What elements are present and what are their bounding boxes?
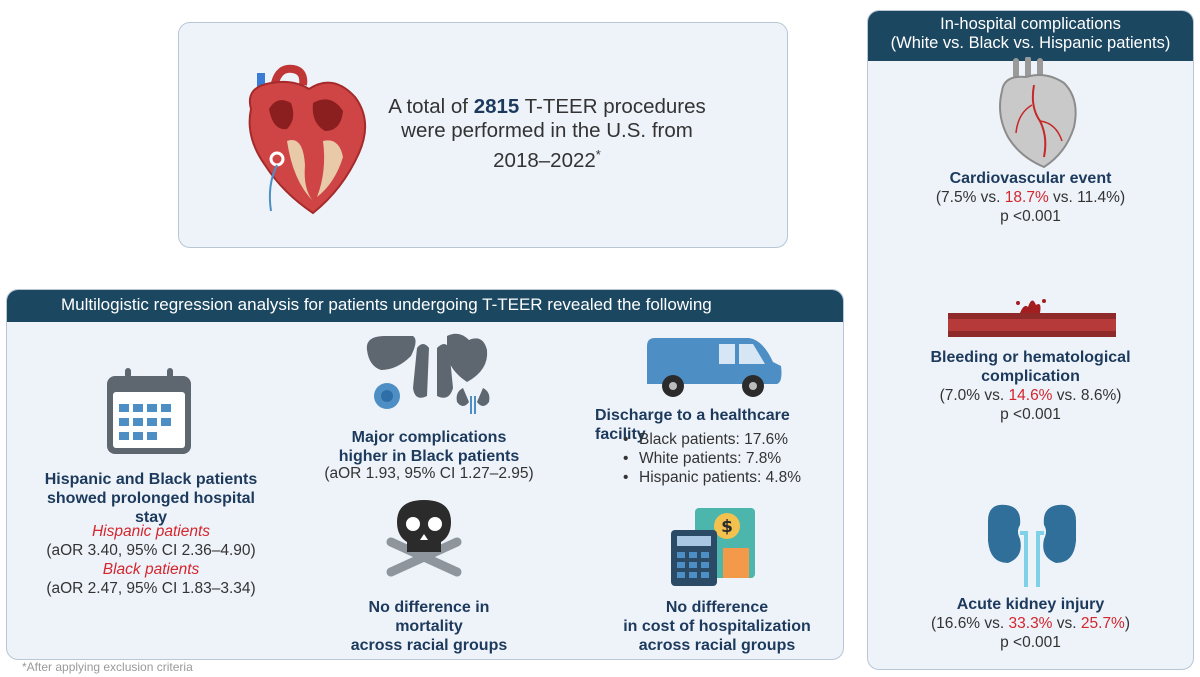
regression-header: Multilogistic regression analysis for patients undergoing T-TEER revealed the following: [7, 290, 843, 322]
discharge-list: [623, 430, 833, 487]
hispanic-stat: (aOR 3.40, 95% CI 2.36–4.90): [46, 542, 256, 559]
mortality-line2: mortality: [395, 618, 463, 635]
cost-text: [607, 598, 827, 655]
in-hospital-complications-panel: [867, 10, 1194, 670]
discharge-item-black: • Black patients: 17.6%: [623, 430, 833, 449]
cardio-white-value: 7.5%: [941, 189, 977, 206]
in-hospital-header-line1: In-hospital complications: [940, 15, 1121, 33]
cost-line3: across racial groups: [638, 637, 796, 654]
heart-icon: [231, 61, 379, 221]
footnote-marker: *: [595, 147, 601, 162]
cardio-values: (7.5% vs. 18.7% vs. 11.4%): [935, 189, 1126, 206]
in-hospital-header-line2: (White vs. Black vs. Hispanic patients): [890, 34, 1171, 52]
total-procedures-panel: [178, 22, 788, 248]
kidneys-icon: [982, 501, 1082, 589]
bleeding-white-value: 7.0%: [944, 387, 981, 404]
discharge-title: Discharge to a healthcare facility: [595, 407, 790, 443]
bleeding-hispanic-value: 8.6%: [1080, 387, 1117, 404]
calendar-icon: [105, 366, 193, 456]
bleeding-title: [868, 348, 1193, 386]
total-prefix: A total of: [388, 95, 474, 118]
prolonged-stay-line2: showed prolonged hospital stay: [47, 490, 255, 526]
kidney-title: Acute kidney injury: [956, 596, 1105, 613]
kidney-values: (16.6% vs. 33.3% vs. 25.7%): [930, 615, 1131, 632]
discharge-item-hispanic: • Hispanic patients: 4.8%: [623, 468, 833, 487]
prolonged-stay-line1: Hispanic and Black patients: [44, 471, 258, 488]
bleeding-title-line2: complication: [981, 368, 1080, 385]
skull-crossbones-icon: [383, 498, 465, 578]
cardio-title: Cardiovascular event: [949, 170, 1112, 187]
cost-calculator-icon: [669, 504, 759, 588]
major-complications-title: [319, 428, 539, 466]
kidney-p-value: p <0.001: [1000, 634, 1061, 651]
bleeding-title-line1: Bleeding or hematological: [930, 349, 1131, 366]
footnote: *After applying exclusion criteria: [22, 660, 193, 674]
procedure-count: 2815: [473, 95, 520, 118]
kidney-white-value: 16.6%: [936, 615, 981, 632]
in-hospital-header: [868, 11, 1193, 61]
organs-icon: [363, 330, 495, 414]
bleeding-vessel-icon: [948, 295, 1116, 341]
cost-line2: in cost of hospitalization: [623, 618, 811, 635]
total-suffix: T-TEER procedures were performed in the U.S. from 2018–2022: [401, 95, 706, 172]
discharge-item-white: • White patients: 7.8%: [623, 449, 833, 468]
bleeding-p-value: p <0.001: [1000, 406, 1061, 423]
cardio-black-value: 18.7%: [1004, 189, 1049, 206]
major-complications-line1: Major complications: [351, 429, 507, 446]
total-procedures-text: [379, 95, 715, 173]
anatomical-heart-icon: [986, 57, 1082, 169]
cardio-p-value: p <0.001: [1000, 208, 1061, 225]
bleeding-black-value: 14.6%: [1008, 387, 1053, 404]
major-complications-stat: (aOR 1.93, 95% CI 1.27–2.95): [324, 465, 534, 482]
bleeding-values: (7.0% vs. 14.6% vs. 8.6%): [939, 387, 1122, 404]
van-icon: [641, 336, 785, 398]
kidney-black-value: 33.3%: [1008, 615, 1053, 632]
mortality-line1: No difference in: [368, 599, 490, 616]
black-label: Black patients: [102, 561, 200, 578]
svg-text:$: $: [721, 517, 733, 537]
black-stat: (aOR 2.47, 95% CI 1.83–3.34): [46, 580, 256, 597]
major-complications-line2: higher in Black patients: [338, 448, 520, 465]
prolonged-stay-stats: [33, 522, 269, 598]
mortality-text: [319, 598, 539, 655]
regression-panel: [6, 289, 844, 660]
cardio-hispanic-value: 11.4%: [1077, 189, 1120, 206]
hispanic-label: Hispanic patients: [91, 523, 211, 540]
mortality-line3: across racial groups: [350, 637, 508, 654]
prolonged-stay-title: [33, 470, 269, 527]
kidney-hispanic-value: 25.7%: [1080, 615, 1125, 632]
cost-line1: No difference: [665, 599, 769, 616]
